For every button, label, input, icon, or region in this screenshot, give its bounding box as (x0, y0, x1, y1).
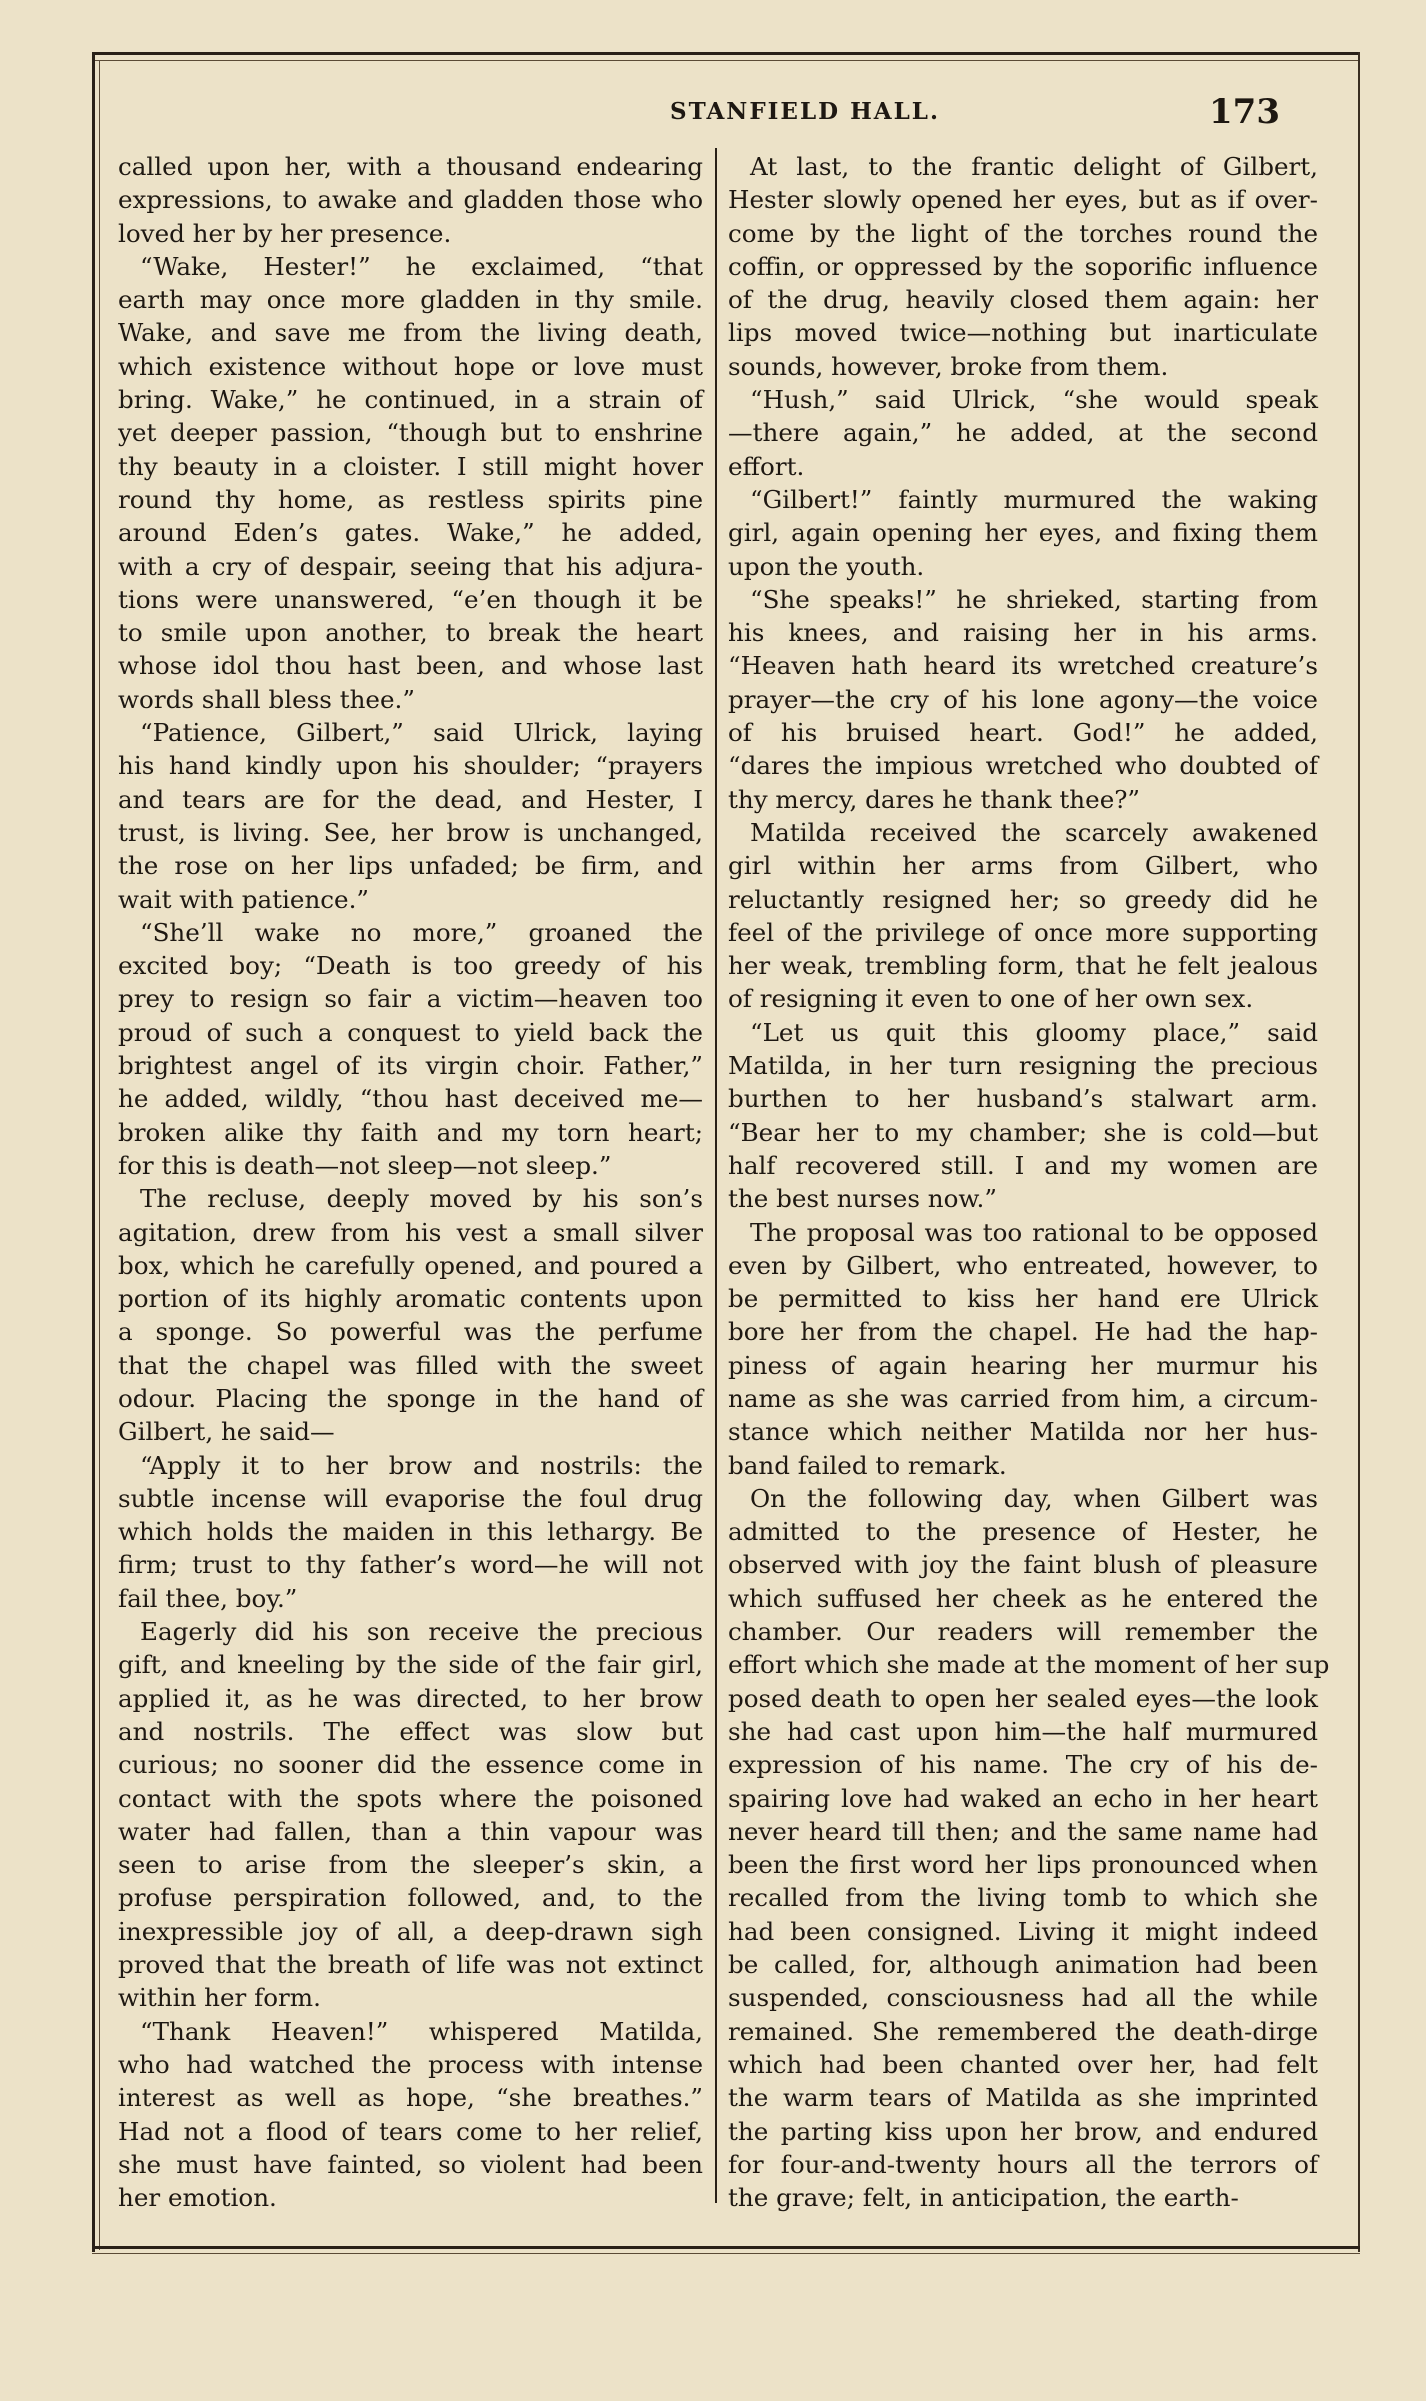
text-line: lips moved twice—nothing but inarticulate (728, 318, 1318, 348)
text-line: stance which neither Matilda nor her hus- (728, 1417, 1318, 1447)
text-line: Hester slowly opened her eyes, but as if over- (728, 185, 1318, 215)
text-line: her weak, trembling form, that he felt jealous (728, 951, 1318, 981)
text-line: never heard till then; and the same name had (728, 1816, 1318, 1846)
text-line: admitted to the presence of Hester, he (728, 1517, 1318, 1547)
text-line: proved that the breath of life was not extinct (118, 1950, 703, 1980)
text-line: “Bear her to my chamber; she is cold—but (728, 1117, 1318, 1147)
text-line: inexpressible joy of all, a deep-drawn sigh (118, 1916, 703, 1946)
text-line: his hand kindly upon his shoulder; “prayers (118, 751, 703, 781)
text-line: wait with patience.” (118, 884, 370, 914)
text-line: thy beauty in a cloister. I still might hover (118, 451, 703, 481)
text-line: loved her by her presence. (118, 218, 452, 248)
page-frame-top-rule-inner (92, 60, 1360, 61)
right-text-column (728, 150, 1330, 2214)
page-number: 173 (1209, 92, 1280, 132)
text-line: thy mercy, dares he thank thee?” (728, 784, 1141, 814)
text-line: words shall bless thee.” (118, 684, 415, 714)
text-line: been the first word her lips pronounced when (728, 1850, 1318, 1880)
text-line: his knees, and raising her in his arms. (728, 618, 1318, 648)
text-line: suspended, consciousness had all the while (728, 1983, 1318, 2013)
text-line: round thy home, as restless spirits pine (118, 484, 703, 514)
text-line: within her form. (118, 1983, 321, 2013)
text-line: for this is death—not sleep—not sleep.” (118, 1150, 612, 1180)
text-line: band failed to remark. (728, 1450, 1007, 1480)
text-line: a sponge. So powerful was the perfume (118, 1317, 703, 1347)
page-frame-right-rule (1358, 52, 1360, 2252)
text-line: odour. Placing the sponge in the hand of (118, 1383, 703, 1413)
text-line: which existence without hope or love must (118, 351, 703, 381)
text-line: burthen to her husband’s stalwart arm. (728, 1084, 1318, 1114)
text-line: bore her from the chapel. He had the hap- (728, 1317, 1318, 1347)
text-line: water had fallen, than a thin vapour was (118, 1816, 703, 1846)
text-line: The proposal was too rational to be opposed (750, 1217, 1318, 1247)
text-line: he added, wildly, “thou hast deceived me— (118, 1084, 703, 1114)
text-line: “Gilbert!” faintly murmured the waking (750, 484, 1318, 514)
text-line: Eagerly did his son receive the precious (140, 1617, 703, 1647)
text-line: piness of again hearing her murmur his (728, 1350, 1318, 1380)
text-line: feel of the privilege of once more supporting (728, 917, 1318, 947)
text-line: who had watched the process with intense (118, 2049, 703, 2079)
text-line: expressions, to awake and gladden those who (118, 185, 703, 215)
text-line: her emotion. (118, 2183, 277, 2213)
text-line: the rose on her lips unfaded; be firm, and (118, 851, 703, 881)
text-line: reluctantly resigned her; so greedy did he (728, 884, 1318, 914)
text-line: be permitted to kiss her hand ere Ulrick (728, 1284, 1318, 1314)
text-line: yet deeper passion, “though but to enshrine (118, 418, 703, 448)
text-line: and tears are for the dead, and Hester, I (118, 784, 703, 814)
text-line: the grave; felt, in anticipation, the earth- (728, 2183, 1239, 2213)
text-line: —there again,” he added, at the second (728, 418, 1318, 448)
text-line: whose idol thou hast been, and whose last (118, 651, 703, 681)
text-line: earth may once more gladden in thy smile. (118, 285, 703, 315)
text-line: half recovered still. I and my women are (728, 1150, 1318, 1180)
text-line: that the chapel was filled with the sweet (118, 1350, 703, 1380)
running-title: STANFIELD HALL. (669, 98, 940, 125)
page-frame-left-rule-inner (99, 60, 100, 2250)
text-line: effort which she made at the moment of her sup (728, 1650, 1330, 1680)
text-line: which suffused her cheek as he entered the (728, 1583, 1318, 1613)
text-line: which had been chanted over her, had felt (728, 2049, 1318, 2079)
text-line: “Hush,” said Ulrick, “she would speak (750, 385, 1318, 415)
text-line: tions were unanswered, “e’en though it be (118, 584, 703, 614)
text-line: Gilbert, he said— (118, 1417, 335, 1447)
text-line: brightest angel of its virgin choir. Father,” (118, 1051, 703, 1081)
text-line: “Wake, Hester!” he exclaimed, “that (140, 251, 703, 281)
text-line: she had cast upon him—the half murmured (728, 1716, 1318, 1746)
text-line: remained. She remembered the death-dirge (728, 2016, 1318, 2046)
text-line: girl, again opening her eyes, and fixing them (728, 518, 1318, 548)
text-line: of resigning it even to one of her own sex. (728, 984, 1254, 1014)
text-line: Wake, and save me from the living death, (118, 318, 703, 348)
text-line: chamber. Our readers will remember the (728, 1617, 1318, 1647)
text-line: Matilda received the scarcely awakened (750, 817, 1318, 847)
page-frame-bottom-rule-inner (92, 2253, 1360, 2254)
text-line: At last, to the frantic delight of Gilbert, (750, 152, 1318, 181)
text-line: even by Gilbert, who entreated, however, to (728, 1250, 1318, 1280)
text-line: fail thee, boy.” (118, 1583, 298, 1613)
text-line: firm; trust to thy father’s word—he will not (118, 1550, 703, 1580)
text-line: gift, and kneeling by the side of the fair girl, (118, 1650, 703, 1680)
text-line: prey to resign so fair a victim—heaven too (118, 984, 703, 1014)
text-line: box, which he carefully opened, and poured a (118, 1250, 703, 1280)
text-line: On the following day, when Gilbert was (750, 1483, 1318, 1513)
text-line: effort. (728, 451, 805, 481)
text-line: curious; no sooner did the essence come in (118, 1750, 703, 1780)
text-line: sounds, however, broke from them. (728, 351, 1169, 381)
text-line: applied it, as he was directed, to her brow (118, 1683, 703, 1713)
text-line: interest as well as hope, “she breathes.” (118, 2083, 703, 2113)
text-line: “She speaks!” he shrieked, starting from (750, 584, 1318, 614)
text-line: of his bruised heart. God!” he added, (728, 718, 1318, 748)
left-text-column (118, 150, 703, 2214)
text-line: proud of such a conquest to yield back the (118, 1017, 703, 1047)
page-frame-top-rule (92, 52, 1360, 55)
text-line: agitation, drew from his vest a small silver (118, 1217, 703, 1247)
text-line: spairing love had waked an echo in her heart (728, 1783, 1318, 1813)
page-header (110, 88, 1310, 148)
text-line: had been consigned. Living it might indeed (728, 1916, 1318, 1946)
text-line: observed with joy the faint blush of pleasure (728, 1550, 1318, 1580)
column-divider (715, 148, 717, 2203)
text-line: coffin, or oppressed by the soporific influence (728, 251, 1318, 281)
text-line: bring. Wake,” he continued, in a strain of (118, 385, 703, 415)
text-line: contact with the spots where the poisoned (118, 1783, 703, 1813)
text-line: recalled from the living tomb to which she (728, 1883, 1318, 1913)
text-line: come by the light of the torches round the (728, 218, 1318, 248)
page-frame-bottom-rule (92, 2246, 1360, 2249)
text-line: “Patience, Gilbert,” said Ulrick, laying (140, 718, 703, 748)
text-line: the warm tears of Matilda as she imprinted (728, 2083, 1318, 2113)
text-line: posed death to open her sealed eyes—the look (728, 1683, 1318, 1713)
page-frame-left-rule (92, 52, 95, 2252)
text-line: “Heaven hath heard its wretched creature’s (728, 651, 1318, 681)
text-line: prayer—the cry of his lone agony—the voice (728, 684, 1318, 714)
text-line: excited boy; “Death is too greedy of his (118, 951, 703, 981)
text-line: and nostrils. The effect was slow but (118, 1716, 703, 1746)
text-line: to smile upon another, to break the heart (118, 618, 703, 648)
text-line: around Eden’s gates. Wake,” he added, (118, 518, 703, 548)
text-line: for four-and-twenty hours all the terrors of (728, 2149, 1318, 2179)
text-line: she must have fainted, so violent had been (118, 2149, 703, 2179)
text-line: “She’ll wake no more,” groaned the (140, 917, 703, 947)
text-line: of the drug, heavily closed them again: her (728, 285, 1318, 315)
text-line: profuse perspiration followed, and, to the (118, 1883, 703, 1913)
text-line: the best nurses now.” (728, 1184, 997, 1214)
text-line: broken alike thy faith and my torn heart; (118, 1117, 703, 1147)
text-line: with a cry of despair, seeing that his adjura- (118, 551, 703, 581)
text-line: be called, for, although animation had been (728, 1950, 1318, 1980)
text-line: “Apply it to her brow and nostrils: the (140, 1450, 703, 1480)
text-line: portion of its highly aromatic contents upon (118, 1284, 703, 1314)
text-line: name as she was carried from him, a circum- (728, 1383, 1318, 1413)
text-line: girl within her arms from Gilbert, who (728, 851, 1318, 881)
text-line: The recluse, deeply moved by his son’s (140, 1184, 703, 1214)
text-line: expression of his name. The cry of his de- (728, 1750, 1318, 1780)
text-line: “dares the impious wretched who doubted of (728, 751, 1318, 781)
text-line: “Thank Heaven!” whispered Matilda, (140, 2016, 703, 2046)
text-line: “Let us quit this gloomy place,” said (750, 1017, 1318, 1047)
text-line: the parting kiss upon her brow, and endured (728, 2116, 1318, 2146)
text-line: which holds the maiden in this lethargy. Be (118, 1517, 703, 1547)
text-line: upon the youth. (728, 551, 925, 581)
text-line: seen to arise from the sleeper’s skin, a (118, 1850, 703, 1880)
text-line: called upon her, with a thousand endearing (118, 152, 703, 181)
text-line: subtle incense will evaporise the foul drug (118, 1483, 703, 1513)
text-line: Had not a flood of tears come to her relief, (118, 2116, 703, 2146)
text-line: trust, is living. See, her brow is unchanged, (118, 817, 703, 847)
text-line: Matilda, in her turn resigning the precious (728, 1051, 1318, 1081)
